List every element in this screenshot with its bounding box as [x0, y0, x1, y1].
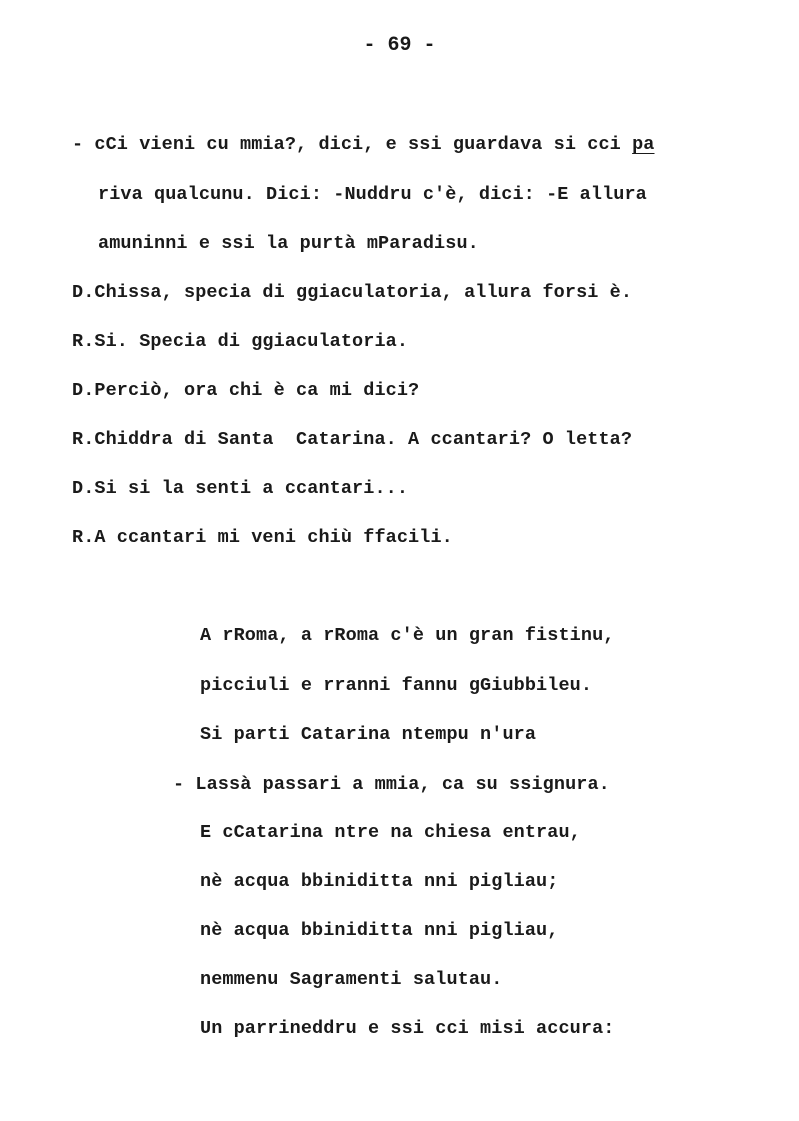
- verse-line-6: nè acqua bbiniditta nni pigliau;: [200, 871, 559, 892]
- verse-line-2: picciuli e rranni fannu gGiubbileu.: [200, 675, 593, 696]
- verse-line-3: Si parti Catarina ntempu n'ura: [200, 724, 537, 745]
- dialogue-line-3: amuninni e ssi la purtà mParadisu.: [98, 233, 479, 254]
- dialogue-line-6: D.Perciò, ora chi è ca mi dici?: [72, 380, 420, 401]
- verse-line-5: E cCatarina ntre na chiesa entrau,: [200, 822, 581, 843]
- dialogue-line-8: D.Si si la senti a ccantari...: [72, 478, 409, 499]
- dialogue-line-1: [72, 130, 655, 160]
- verse-line-8: nemmenu Sagramenti salutau.: [200, 969, 503, 990]
- dialogue-line-4: D.Chissa, specia di ggiaculatoria, allura forsi è.: [72, 282, 633, 303]
- hyphenated-syllable: pa: [632, 134, 655, 155]
- verse-line-9: Un parrineddru e ssi cci misi accura:: [200, 1018, 615, 1039]
- page-number: - 69 -: [363, 34, 436, 57]
- dialogue-line-1-text: - cCi vieni cu mmia?, dici, e ssi guardava si cci: [72, 134, 633, 155]
- verse-line-7: nè acqua bbiniditta nni pigliau,: [200, 920, 559, 941]
- dialogue-line-9: R.A ccantari mi veni chiù ffacili.: [72, 527, 453, 548]
- dialogue-line-2: riva qualcunu. Dici: -Nuddru c'è, dici: -E allura: [98, 184, 647, 205]
- verse-line-4: - Lassà passari a mmia, ca su ssignura.: [173, 774, 610, 795]
- verse-line-1: A rRoma, a rRoma c'è un gran fistinu,: [200, 625, 615, 646]
- dialogue-line-7: R.Chiddra di Santa Catarina. A ccantari? O letta?: [72, 429, 633, 450]
- dialogue-line-5: R.Si. Specia di ggiaculatoria.: [72, 331, 409, 352]
